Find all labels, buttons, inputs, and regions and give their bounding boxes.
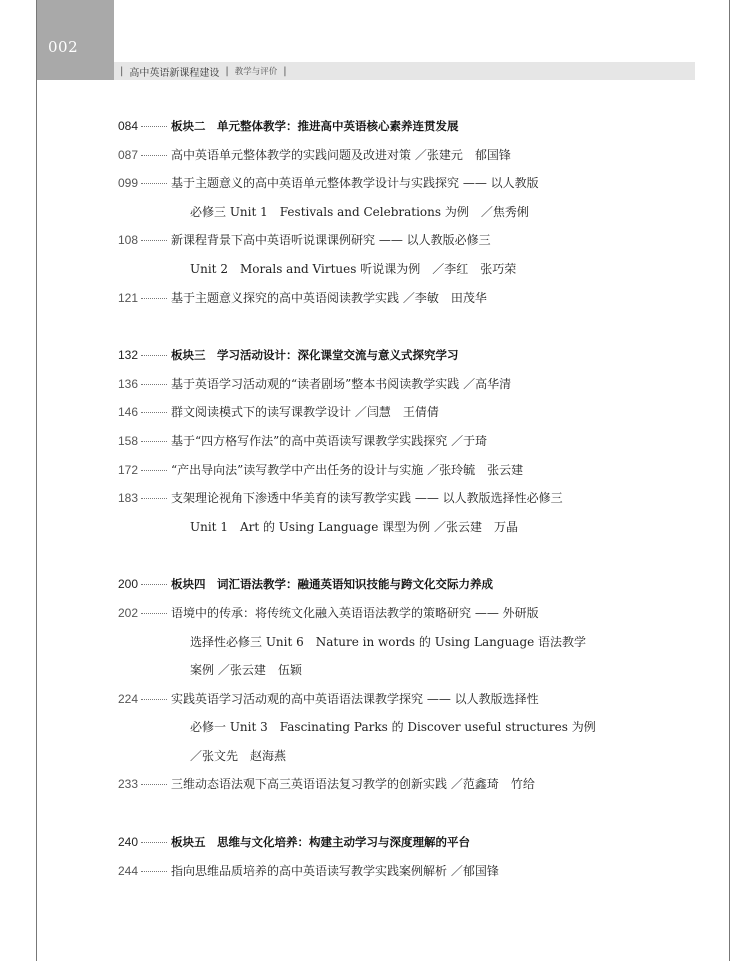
header-separator: | [283,65,287,77]
toc-leader-dots [141,842,167,843]
toc-leader-dots [141,871,167,872]
toc-entry[interactable] [118,169,708,198]
toc-entry-continuation: 必修三 Unit 1 Festivals and Celebrations 为例 ／焦秀俐 [190,204,529,219]
toc-entry-continuation: 案例 ／张云建 伍颖 [190,663,302,678]
section-gap [118,541,708,570]
toc-page-number: 108 [118,233,139,248]
toc-entry[interactable] [118,141,708,170]
section-gap [118,799,708,828]
book-subtitle: 教学与评价 [234,67,278,77]
toc-entry[interactable] [118,770,708,799]
toc-entry[interactable] [118,226,708,255]
toc-page-number: 087 [118,147,139,162]
toc-entry-text: 高中英语单元整体教学的实践问题及改进对策 ／张建元 郁国锋 [171,147,511,162]
book-title: 高中英语新课程建设 [129,67,220,79]
toc-leader-dots [141,699,167,700]
toc-entry-continuation: Unit 1 Art 的 Using Language 课型为例 ／张云建 万晶 [190,519,518,534]
toc-leader-dots [141,355,167,356]
toc-leader-dots [141,384,167,385]
section-gap [118,312,708,341]
toc-leader-dots [141,183,167,184]
toc-entry-text: 三维动态语法观下高三英语语法复习教学的创新实践 ／范鑫琦 竹给 [171,777,535,792]
toc-leader-dots [141,613,167,614]
toc-page-number: 183 [118,491,139,506]
toc-page-number: 244 [118,863,139,878]
toc-page-number: 084 [118,119,139,133]
toc-leader-dots [141,126,167,127]
toc-leader-dots [141,584,167,585]
toc-page-number: 233 [118,777,139,792]
toc-section-title: 板块二 单元整体教学：推进高中英语核心素养连贯发展 [171,119,459,133]
toc-page-number: 121 [118,290,139,305]
toc-page-number: 158 [118,433,139,448]
toc-entry[interactable] [118,484,708,513]
toc-entry-text: 基于英语学习活动观的“读者剧场”整本书阅读教学实践 ／高华清 [171,376,512,391]
running-header [114,62,695,80]
page-number: 002 [48,38,79,56]
toc-leader-dots [141,498,167,499]
toc-entry-text: 基于主题意义探究的高中英语阅读教学实践 ／李敏 田茂华 [171,290,487,305]
toc-entry-text: 支架理论视角下渗透中华美育的读写教学实践 —— 以人教版选择性必修三 [171,491,563,506]
toc-entry-text: 群文阅读模式下的读写课教学设计 ／闫慧 王倩倩 [171,405,439,420]
toc-section-title: 板块三 学习活动设计：深化课堂交流与意义式探究学习 [171,348,459,363]
toc-leader-dots [141,155,167,156]
toc-entry[interactable] [118,599,708,628]
toc-page-number: 136 [118,376,139,391]
toc-entry-text: “产出导向法”读写教学中产出任务的设计与实施 ／张玲毓 张云建 [171,462,524,477]
toc-entry-continuation: Unit 2 Morals and Virtues 听说课为例 ／李红 张巧荣 [190,261,517,276]
toc-entry[interactable] [118,456,708,485]
toc-page-number: 146 [118,405,139,420]
toc-leader-dots [141,470,167,471]
toc-page-number: 200 [118,577,139,592]
toc-leader-dots [141,412,167,413]
toc-leader-dots [141,240,167,241]
table-of-contents [118,112,708,885]
header-separator: | [225,65,229,77]
toc-entry[interactable] [118,398,708,427]
toc-entry[interactable] [118,685,708,714]
toc-section-title: 板块五 思维与文化培养：构建主动学习与深度理解的平台 [171,835,471,850]
toc-page-number: 202 [118,605,139,620]
toc-entry[interactable] [118,370,708,399]
header-separator: | [120,65,124,77]
toc-entry[interactable] [118,284,708,313]
toc-leader-dots [141,784,167,785]
toc-leader-dots [141,298,167,299]
toc-entry-text: 基于主题意义的高中英语单元整体教学设计与实践探究 —— 以人教版 [171,176,539,191]
toc-section-heading[interactable] [118,828,708,857]
toc-page-number: 224 [118,691,139,706]
toc-section-title: 板块四 词汇语法教学：融通英语知识技能与跨文化交际力养成 [171,577,494,592]
toc-page-number: 132 [118,348,139,363]
toc-entry[interactable] [118,427,708,456]
toc-section-heading[interactable] [118,112,708,141]
toc-entry-text: 指向思维品质培养的高中英语读写教学实践案例解析 ／郁国锋 [171,863,499,878]
toc-section-heading[interactable] [118,570,708,599]
toc-page-number: 240 [118,835,139,850]
toc-entry-text: 新课程背景下高中英语听说课课例研究 —— 以人教版必修三 [171,233,491,248]
toc-entry-continuation: 选择性必修三 Unit 6 Nature in words 的 Using Language 语法教学 [190,634,587,649]
toc-section-heading[interactable] [118,341,708,370]
toc-entry-text: 语境中的传承：将传统文化融入英语语法教学的策略研究 —— 外研版 [171,605,539,620]
toc-entry[interactable] [118,857,708,886]
toc-entry-text: 基于“四方格写作法”的高中英语读写课教学实践探究 ／于琦 [171,433,488,448]
toc-entry-continuation: ／张文先 赵海燕 [190,748,287,763]
toc-entry-continuation: 必修一 Unit 3 Fascinating Parks 的 Discover useful structures 为例 [190,720,596,735]
toc-leader-dots [141,441,167,442]
toc-entry-text: 实践英语学习活动观的高中英语语法课教学探究 —— 以人教版选择性 [171,691,539,706]
toc-page-number: 172 [118,462,139,477]
toc-page-number: 099 [118,176,139,191]
